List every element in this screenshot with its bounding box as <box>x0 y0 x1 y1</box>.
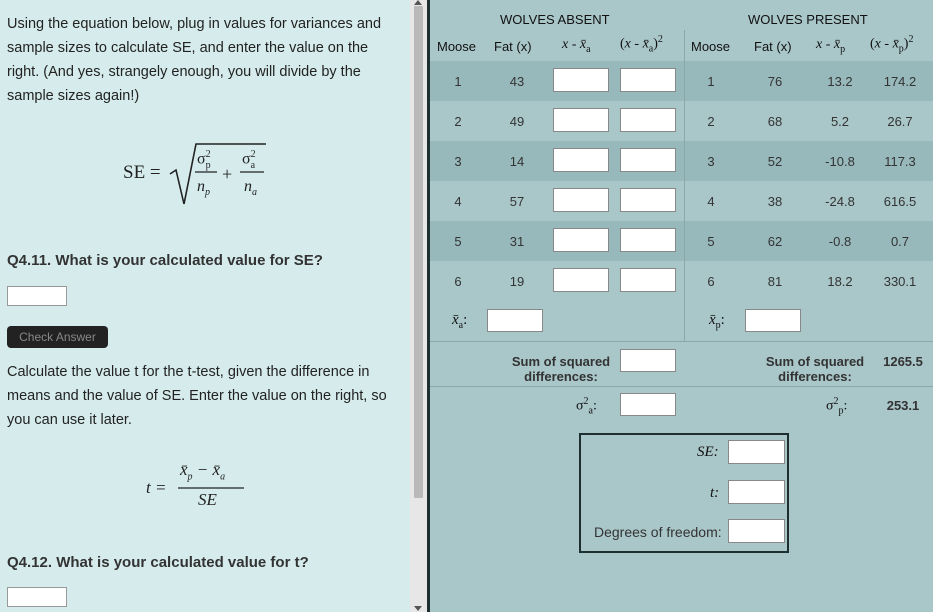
col-fat-present: Fat (x) <box>754 39 792 54</box>
se-label: SE: <box>697 444 719 460</box>
mean-difference: $x̄_p$ − $x̄_a$ <box>180 460 226 483</box>
question-4-12: Q4.12. What is your calculated value for t? <box>7 554 309 571</box>
moose-id: 1 <box>454 74 462 89</box>
check-answer-button[interactable]: Check Answer <box>7 326 108 348</box>
t-formula <box>146 458 256 518</box>
squared-input[interactable] <box>620 268 676 292</box>
wolves-absent-title: WOLVES ABSENT <box>500 12 610 27</box>
deviation-input[interactable] <box>553 68 609 92</box>
col-deviation-present: x - $x̄_p$ <box>816 37 846 55</box>
col-squared-present: $(x - x̄_p)^2$ <box>870 34 914 55</box>
squared-input[interactable] <box>620 108 676 132</box>
squared-value: 616.5 <box>883 194 917 209</box>
deviation-value: -24.8 <box>825 194 855 209</box>
deviation-input[interactable] <box>553 228 609 252</box>
moose-id: 6 <box>454 274 462 289</box>
fat-value: 62 <box>767 234 783 249</box>
scroll-down-arrow-icon[interactable] <box>414 606 422 611</box>
sum-sq-present-value: 1265.5 <box>883 354 923 369</box>
df-label: Degrees of freedom: <box>594 524 722 540</box>
mean-absent-input[interactable] <box>487 309 543 332</box>
t-formula-denominator: SE <box>198 490 217 509</box>
results-box <box>579 433 789 553</box>
deviation-value: -0.8 <box>828 234 852 249</box>
t-input[interactable] <box>728 480 785 504</box>
col-moose-present: Moose <box>691 39 731 54</box>
deviation-value: 5.2 <box>830 114 850 129</box>
mean-present-input[interactable] <box>745 309 801 332</box>
variance-absent-label: $\sigma^2_a$: <box>576 396 597 417</box>
moose-id: 4 <box>707 194 715 209</box>
t-formula-lhs: t = <box>146 478 167 497</box>
moose-id: 5 <box>707 234 715 249</box>
fat-value: 31 <box>509 234 525 249</box>
se-formula <box>120 142 280 212</box>
moose-id: 3 <box>454 154 462 169</box>
sum-sq-present-label: Sum of squared differences: <box>765 354 865 384</box>
scroll-up-arrow-icon[interactable] <box>414 0 422 5</box>
data-table-panel <box>427 0 933 612</box>
divider <box>430 341 933 342</box>
wolves-present-title: WOLVES PRESENT <box>748 12 868 27</box>
moose-id: 3 <box>707 154 715 169</box>
n-p: $n_p$ <box>197 178 210 199</box>
fat-value: 14 <box>509 154 525 169</box>
fat-value: 43 <box>509 74 525 89</box>
moose-id: 4 <box>454 194 462 209</box>
sum-sq-absent-input[interactable] <box>620 349 676 372</box>
instructions-panel <box>0 0 410 612</box>
deviation-value: 13.2 <box>827 74 853 89</box>
mean-absent-label: $x̄_a$: <box>452 312 468 331</box>
sum-sq-absent-label: Sum of squared differences: <box>511 354 611 384</box>
sigma-a-squared: $\sigma^2_a$ <box>242 149 256 171</box>
fat-value: 81 <box>767 274 783 289</box>
fat-value: 68 <box>767 114 783 129</box>
squared-input[interactable] <box>620 68 676 92</box>
fat-value: 19 <box>509 274 525 289</box>
deviation-input[interactable] <box>553 268 609 292</box>
variance-present-label: $\sigma^2_p$: <box>826 396 848 417</box>
fat-value: 38 <box>767 194 783 209</box>
mean-present-label: $x̄_p$: <box>709 312 725 331</box>
se-input[interactable] <box>728 440 785 464</box>
squared-value: 330.1 <box>883 274 917 289</box>
moose-id: 2 <box>707 114 715 129</box>
fat-value: 57 <box>509 194 525 209</box>
deviation-input[interactable] <box>553 188 609 212</box>
t-label: t: <box>710 485 720 501</box>
moose-id: 5 <box>454 234 462 249</box>
plus-sign: + <box>222 164 233 184</box>
variance-present-value: 253.1 <box>886 398 920 413</box>
moose-id: 1 <box>707 74 715 89</box>
fat-value: 76 <box>767 74 783 89</box>
squared-value: 117.3 <box>884 154 916 169</box>
divider <box>430 386 933 387</box>
squared-input[interactable] <box>620 188 676 212</box>
vertical-scrollbar[interactable] <box>410 0 427 612</box>
col-fat-absent: Fat (x) <box>494 39 532 54</box>
fat-value: 52 <box>767 154 783 169</box>
col-squared-absent: $(x - x̄_a)^2$ <box>620 34 663 55</box>
deviation-value: 18.2 <box>827 274 853 289</box>
deviation-input[interactable] <box>553 108 609 132</box>
squared-value: 26.7 <box>887 114 913 129</box>
deviation-input[interactable] <box>553 148 609 172</box>
t-instructions: Calculate the value t for the t-test, given the difference in means and the value of SE. Enter the value on the right, so you can use it later. <box>7 364 387 428</box>
df-input[interactable] <box>728 519 785 543</box>
sigma-p-squared: $\sigma^2_p$ <box>197 149 211 171</box>
se-answer-input[interactable] <box>7 286 67 306</box>
squared-input[interactable] <box>620 148 676 172</box>
squared-value: 174.2 <box>883 74 917 89</box>
fat-value: 49 <box>509 114 525 129</box>
deviation-value: -10.8 <box>825 154 855 169</box>
n-a: $n_a$ <box>244 178 257 199</box>
moose-id: 2 <box>454 114 462 129</box>
question-4-11: Q4.11. What is your calculated value for SE? <box>7 252 323 269</box>
col-moose-absent: Moose <box>437 39 477 54</box>
squared-value: 0.7 <box>890 234 910 249</box>
variance-absent-input[interactable] <box>620 393 676 416</box>
squared-input[interactable] <box>620 228 676 252</box>
scroll-thumb[interactable] <box>414 6 423 498</box>
intro-text: Using the equation below, plug in values for variances and sample sizes to calculate SE, and enter the value on the right. (And yes, strangely enough, you will divide by the sample sizes again!) <box>7 16 382 104</box>
t-answer-input[interactable] <box>7 587 67 607</box>
col-deviation-absent: x - $x̄_a$ <box>562 37 591 55</box>
se-formula-lhs: SE = <box>123 162 161 183</box>
moose-id: 6 <box>707 274 715 289</box>
divider <box>684 30 685 342</box>
